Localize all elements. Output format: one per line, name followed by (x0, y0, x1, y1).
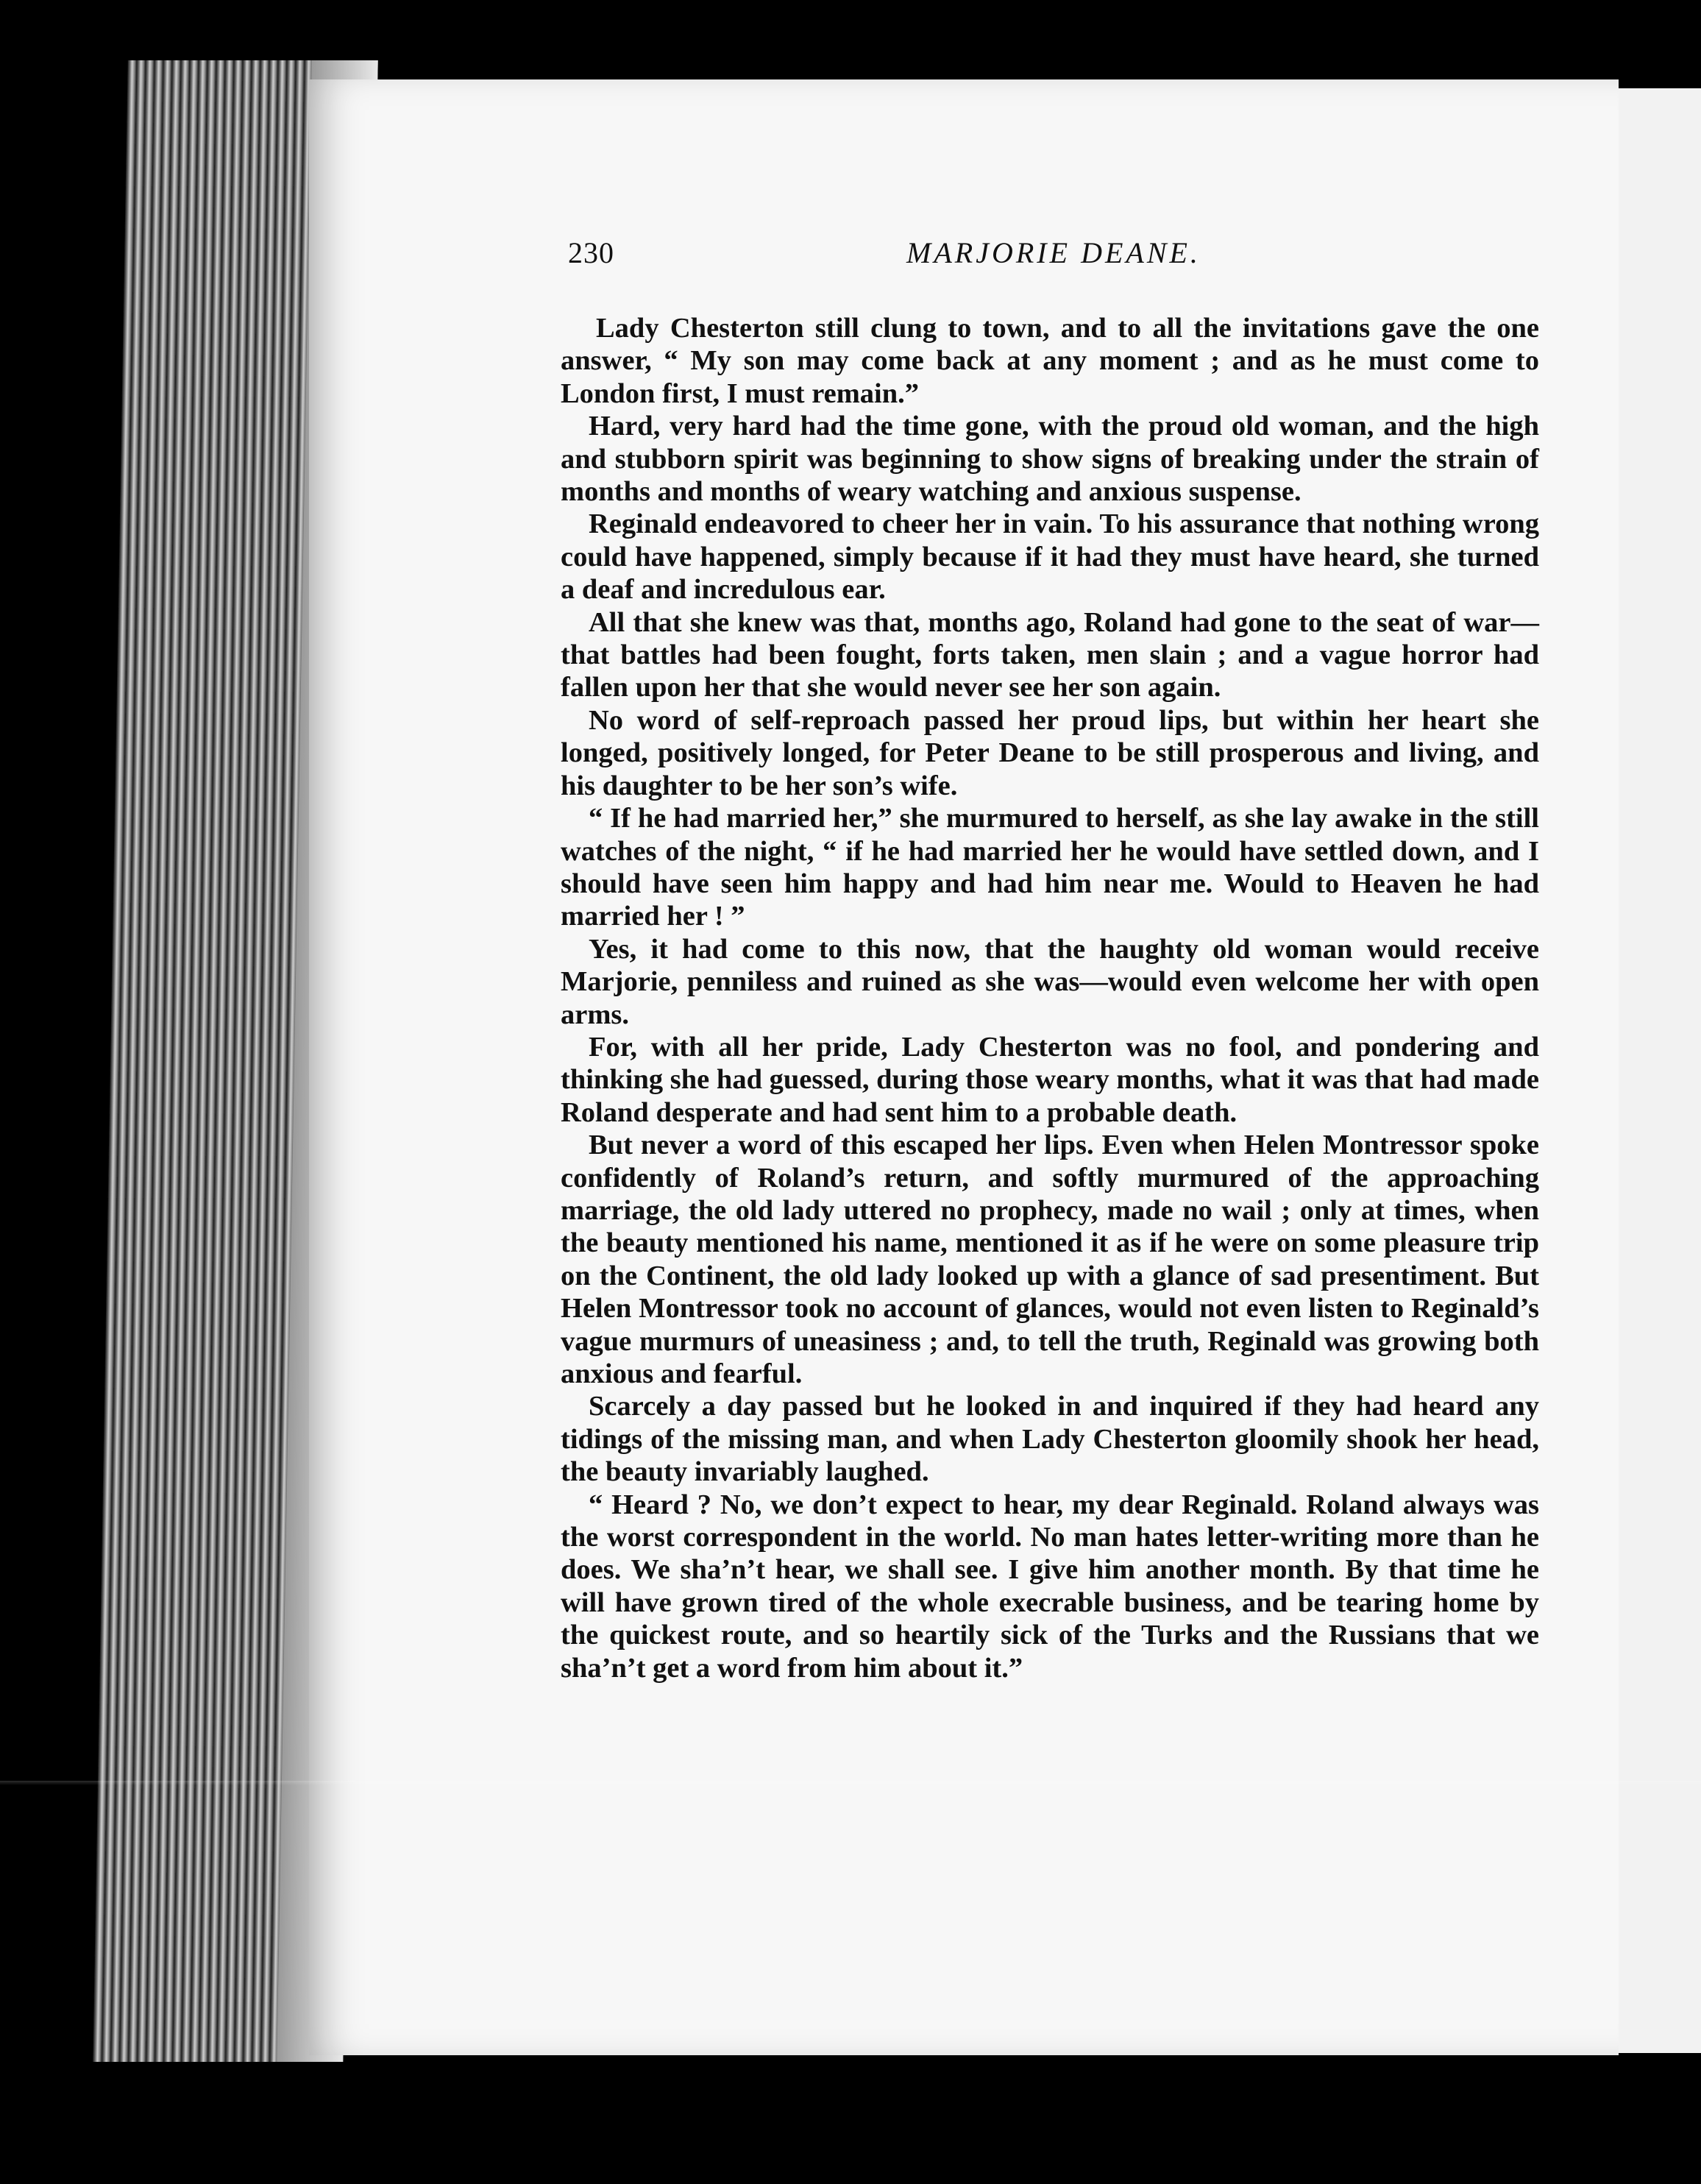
paragraph: All that she knew was that, months ago, Roland had gone to the seat of war—that battles had been fought, forts taken, men slain ; and a vague horror had fallen upon her that she would never see her son again. (561, 606, 1539, 703)
paragraph: Lady Chesterton still clung to town, and to all the invitations gave the one answer, “ My son may come back at any moment ; and as he must come to London first, I must remain.” (561, 313, 1539, 409)
page-number: 230 (568, 236, 614, 269)
paragraph: Reginald endeavored to cheer her in vain. To his assurance that nothing wrong could have happened, simply because if it had they must have heard, she turned a deaf and incredulous ear. (561, 508, 1539, 606)
paragraph: For, with all her pride, Lady Chesterton was no fool, and pondering and thinking she had guessed, during those weary months, what it was that had made Roland desperate and had sent him to a probable death. (561, 1031, 1539, 1128)
paragraph: No word of self-reproach passed her proud lips, but within her heart she longed, positively longed, for Peter Deane to be still prosperous and living, and his daughter to be her son’s wife. (561, 704, 1539, 801)
paragraph: But never a word of this escaped her lips. Even when Helen Montressor spoke confidently of Roland’s return, and softly murmured of the approaching marriage, the old lady uttered no prophecy, made no wail ; only at times, when the beauty mentioned his name, mentioned it as if he were on some pleasure trip on the Continent, the old lady looked up with a glance of sad presentiment. But Helen Montressor took no account of glances, would not even listen to Reginald’s vague murmurs of uneasiness ; and, to tell the truth, Reginald was growing both anxious and fearful. (561, 1130, 1539, 1389)
paragraph: Hard, very hard had the time gone, with the proud old woman, and the high and stubborn spirit was beginning to show signs of breaking under the strain of months and months of weary watching and anxious suspense. (561, 411, 1539, 508)
running-title: MARJORIE DEANE. (906, 236, 1201, 269)
paragraph: Yes, it had come to this now, that the haughty old woman would receive Marjorie, penniless and ruined as she was—would even welcome her with open arms. (561, 933, 1539, 1030)
paragraph: “ If he had married her,” she murmured to herself, as she lay awake in the still watches of the night, “ if he had married her he would have settled down, and I should have seen him happy and had him near me. Would to Heaven he had married her ! ” (561, 803, 1539, 932)
paragraph: Scarcely a day passed but he looked in and inquired if they had heard any tidings of the missing man, and when Lady Chesterton gloomily shook her head, the beauty invariably laughed. (561, 1391, 1539, 1488)
scan-artifact-line (0, 1781, 1701, 1785)
running-head (568, 235, 1539, 280)
body-text (561, 312, 1539, 1684)
paragraph: “ Heard ? No, we don’t expect to hear, my dear Reginald. Roland always was the worst correspondent in the world. No man hates letter-writing more than he does. We sha’n’t hear, we shall see. I give him another month. By that time he will have grown tired of the whole execrable business, and be tearing home by the quickest route, and so heartily sick of the Turks and the Russians that we sha’n’t get a word from him about it.” (561, 1489, 1539, 1684)
